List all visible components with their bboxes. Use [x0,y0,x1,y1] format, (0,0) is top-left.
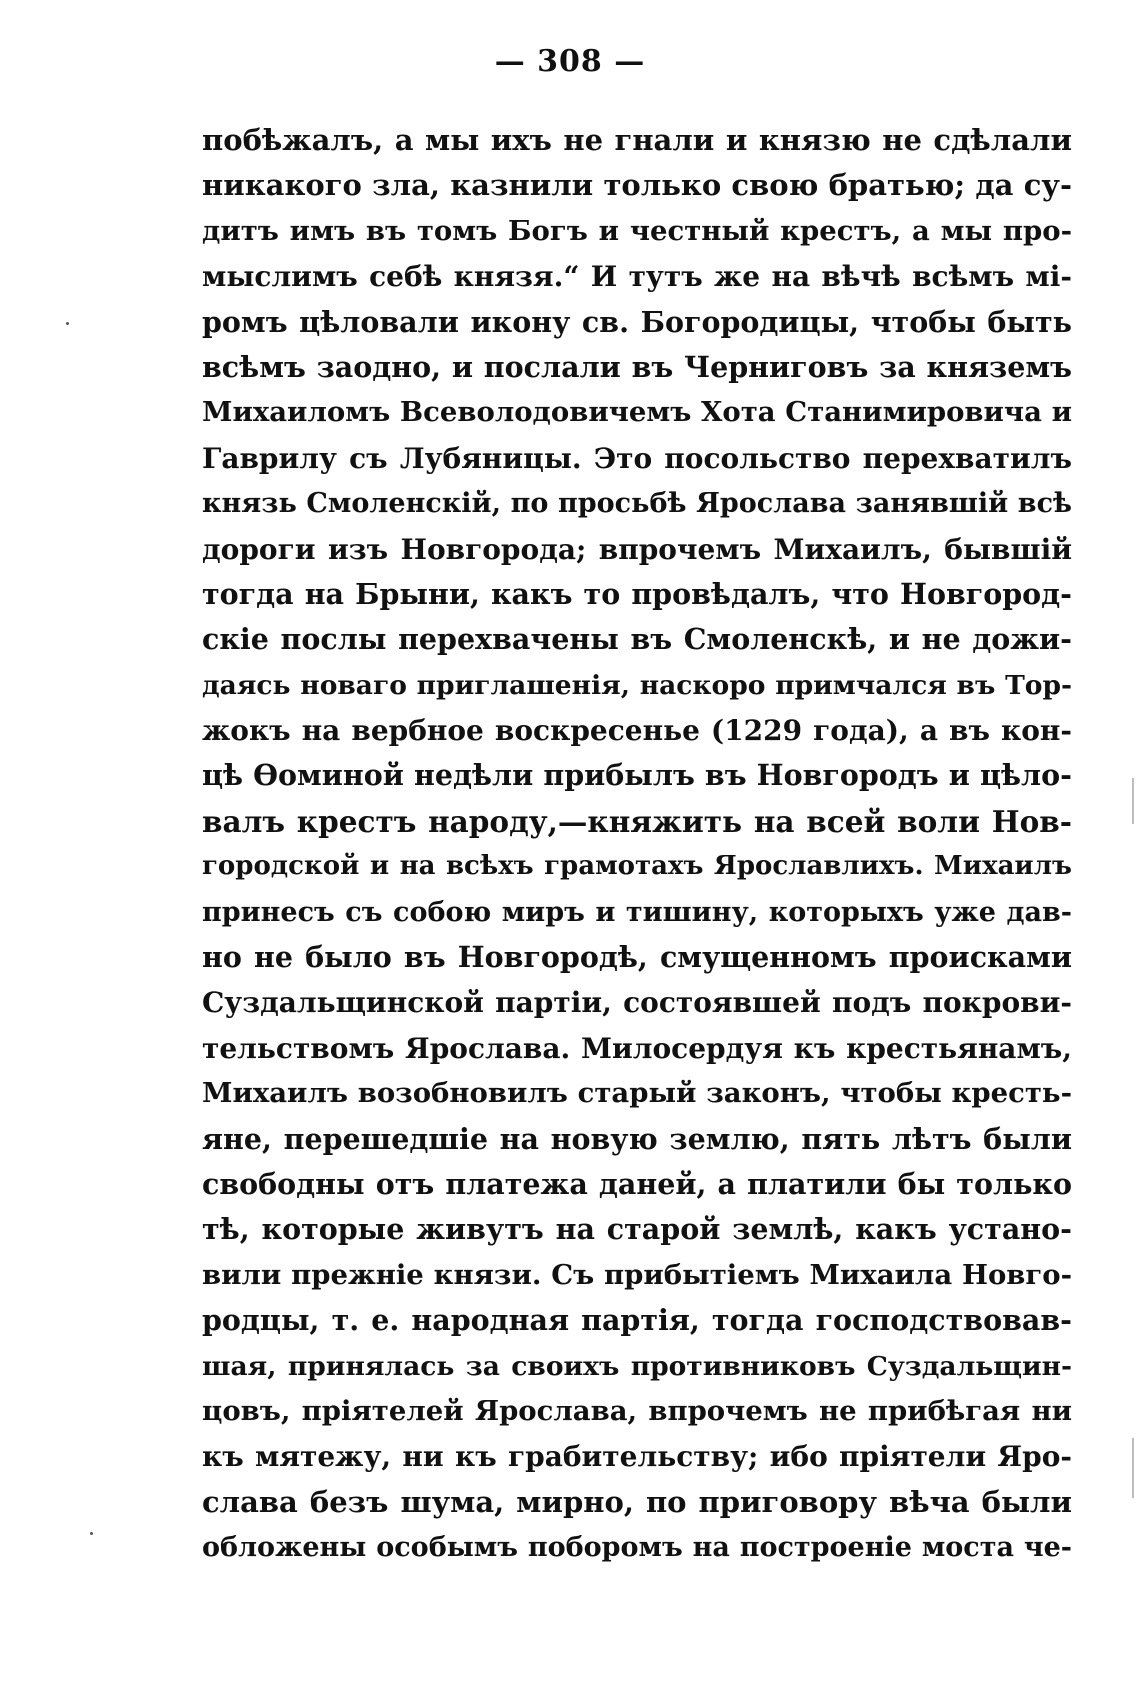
text-line: ромъ цѣловали икону св. Богородицы, чтобы быть [202,304,1072,339]
text-line: всѣмъ заодно, и послали въ Черниговъ за княземъ [202,349,1072,384]
text-line: валъ крестъ народу,—княжить на всей воли Нов- [202,803,1072,839]
text-line: обложены особымъ поборомъ на построеніе моста че- [202,1532,1072,1564]
text-line: цѣ Ѳоминой недѣли прибылъ въ Новгородъ и цѣло- [202,758,1072,793]
page-number: — 308 — [494,44,646,79]
text-line: къ мятежу, ни къ грабительству; ибо пріятели Яро- [202,1440,1072,1474]
text-line: побѣжалъ, а мы ихъ не гнали и князю не сдѣлали [202,123,1072,157]
scan-speck [90,1532,93,1535]
text-line: яне, перешедшіе на новую землю, пять лѣтъ были [202,1121,1072,1156]
text-line: вили прежніе князи. Съ прибытіемъ Михаила Новго- [202,1258,1072,1291]
body-text [202,118,1072,1571]
text-line: скіе послы перехвачены въ Смоленскѣ, и не дожи- [202,622,1072,657]
text-line: Михаилъ возобновилъ старый законъ, чтобы кресть- [202,1077,1072,1110]
text-line: Михаиломъ Всеволодовичемъ Хота Станимировича и [202,396,1072,429]
scan-edge-mark [1132,1438,1134,1498]
text-line: но не было въ Новгородѣ, смущенномъ происками [202,940,1072,975]
text-line: свободны отъ платежа даней, а платили бы только [202,1166,1072,1201]
text-line: даясь новаго приглашенія, наскоро примчался въ Тор- [202,669,1072,701]
text-line: тогда на Брыни, какъ то провѣдалъ, что Новгород- [202,576,1072,611]
text-line: дороги изъ Новгорода; впрочемъ Михаилъ, бывшій [202,532,1072,566]
text-line: тѣ, которые живутъ на старой землѣ, какъ устано- [202,1212,1072,1247]
text-line: городской и на всѣхъ грамотахъ Ярославлихъ. Михаилъ [202,851,1072,882]
text-line: мыслимъ себѣ князя.“ И тутъ же на вѣчѣ всѣмъ мі- [202,260,1072,294]
text-line: слава безъ шума, мирно, по приговору вѣча были [202,1484,1072,1519]
text-line: Суздальщинской партіи, состоявшей подъ покрови- [202,986,1072,1020]
text-line: родцы, т. е. народная партія, тогда господствовав- [202,1303,1072,1338]
text-line: жокъ на вербное воскресенье (1229 года), а въ кон- [202,714,1072,748]
text-line: принесъ съ собою миръ и тишину, которыхъ уже дав- [202,896,1072,928]
scan-edge-mark [1132,778,1134,824]
text-line: Гаврилу съ Лубяницы. Это посольство перехватилъ [202,441,1072,475]
text-line: дитъ имъ въ томъ Богъ и честный крестъ, а мы про- [202,214,1072,247]
text-line: князь Смоленскій, по просьбѣ Ярослава занявшій всѣ [202,488,1072,520]
text-line: шая, принялась за своихъ противниковъ Суздальщин- [202,1350,1072,1382]
text-line: цовъ, пріятелей Ярослава, впрочемъ не прибѣгая ни [202,1394,1072,1427]
scan-speck [66,322,69,325]
text-line: никакого зла, казнили только свою братью; да су- [202,168,1072,203]
text-line: тельствомъ Ярослава. Милосердуя къ крестьянамъ, [202,1031,1072,1065]
